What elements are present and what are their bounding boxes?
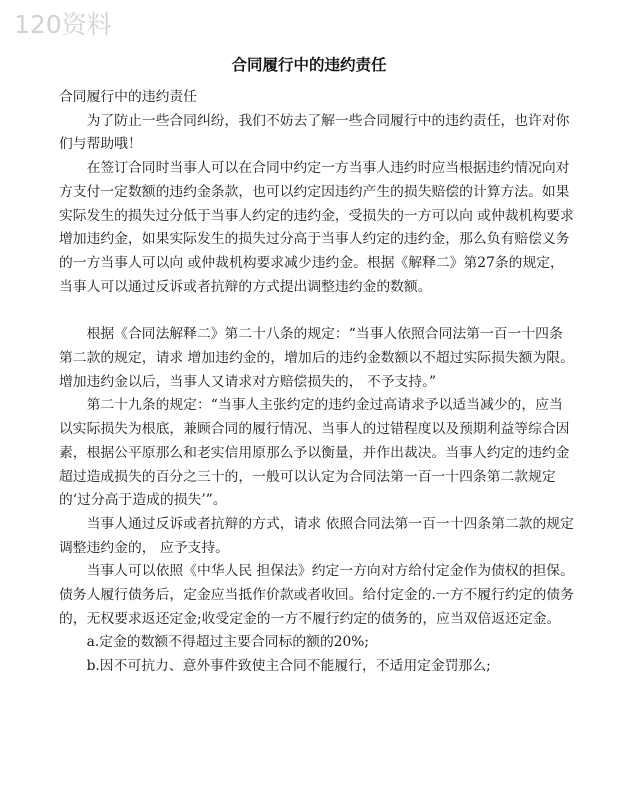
watermark: 120资料 bbox=[14, 10, 112, 39]
list-item-a: a.定金的数额不得超过主要合同标的额的20%; bbox=[86, 634, 370, 651]
paragraph-article-28: 根据《合同法解释二》第二十八条的规定：“当事人依照合同法第一百一十四条第二款的规定，请求 增加违约金的，增加后的违约金数额以不超过实际损失额为限。增加违约金以后，当事人又请求对方赔偿损失的， 不予支持。” bbox=[59, 326, 574, 390]
paragraph-liquidated-damages: 在签订合同时当事人可以在合同中约定一方当事人违约时应当根据违约情况向对方支付一定数额的违约金条款，也可以约定因违约产生的损失赔偿的计算方法。如果实际发生的损失过分低于当事人约定的违约金，受损失的一方可以向 或仲裁机构要求增加违约金，如果实际发生的损失过分高于当事人约定的违约金，那么负有赔偿义务的一方当事人可以向 或仲裁机构要求减少违约金。根据《解释二》第27条的规定，当事人可以通过反诉或者抗辩的方式提出调整违约金的数额。 bbox=[59, 160, 574, 295]
paragraph-deposit: 当事人可以依照《中华人民 担保法》约定一方向对方给付定金作为债权的担保。债务人履行债务后，定金应当抵作价款或者收回。给付定金的.一方不履行约定的债务的，无权要求返还定金;收受定金的一方不履行约定的债务的，应当双倍返还定金。 bbox=[59, 563, 574, 627]
paragraph-article-29: 第二十九条的规定：“当事人主张约定的违约金过高请求予以适当减少的，应当以实际损失为根底，兼顾合同的履行情况、当事人的过错程度以及预期利益等综合因素，根据公平原那么和老实信用原那么予以衡量，并作出裁决。当事人约定的违约金超过造成损失的百分之三十的，一般可以认定为合同法第一百一十四条第二款规定的‘过分高于造成的损失’”。 bbox=[59, 397, 570, 509]
document-title: 合同履行中的违约责任 bbox=[231, 56, 387, 74]
paragraph-intro: 为了防止一些合同纠纷，我们不妨去了解一些合同履行中的违约责任，也许对你们与帮助哦！ bbox=[59, 112, 570, 153]
list-item-b: b.因不可抗力、意外事件致使主合同不能履行，不适用定金罚那么; bbox=[86, 658, 491, 675]
document-subtitle: 合同履行中的违约责任 bbox=[59, 89, 197, 105]
document-body bbox=[59, 86, 575, 679]
paragraph-gap bbox=[59, 299, 575, 323]
paragraph-counterclaim: 当事人通过反诉或者抗辩的方式，请求 依照合同法第一百一十四条第二款的规定调整违约金的， 应予支持。 bbox=[59, 515, 574, 556]
